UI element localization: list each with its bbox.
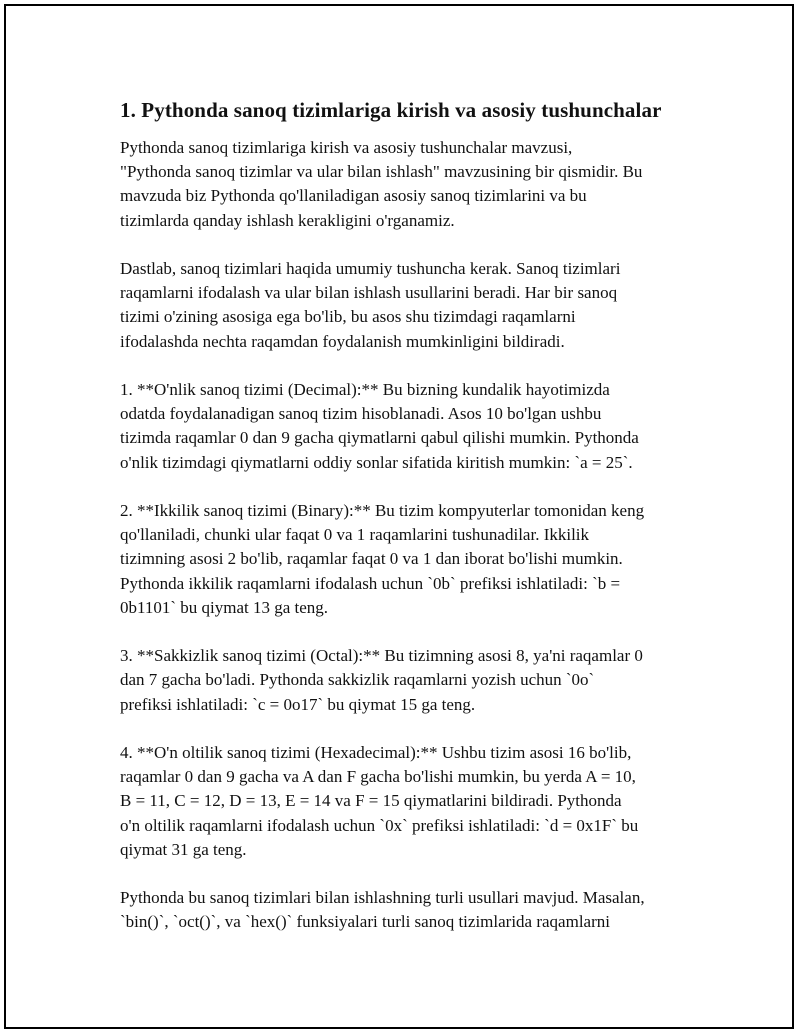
text-line: 3. **Sakkizlik sanoq tizimi (Octal):** Bu tizimning asosi 8, ya'ni raqamlar 0	[120, 646, 643, 666]
text-line: o'nlik tizimdagi qiymatlarni oddiy sonlar sifatida kiritish mumkin: `a = 25`.	[120, 452, 633, 472]
text-line: qo'llaniladi, chunki ular faqat 0 va 1 raqamlarini tushunadilar. Ikkilik	[120, 525, 590, 545]
text-line: Pythonda bu sanoq tizimlari bilan ishlashning turli usullari mavjud. Masalan,	[120, 888, 645, 908]
text-line: tizimda raqamlar 0 dan 9 gacha qiymatlarni qabul qilishi mumkin. Pythonda	[120, 428, 639, 448]
text-line: o'n oltilik raqamlarni ifodalash uchun `0x` prefiksi ishlatiladi: `d = 0x1F` bu	[120, 815, 639, 835]
text-line: tizimi o'zining asosiga ega bo'lib, bu asos shu tizimdagi raqamlarni	[120, 307, 576, 327]
text-line: qiymat 31 ga teng.	[120, 839, 247, 859]
text-line: Pythonda ikkilik raqamlarni ifodalash uchun `0b` prefiksi ishlatiladi: `b =	[120, 573, 621, 593]
text-line: tizimning asosi 2 bo'lib, raqamlar faqat 0 va 1 dan iborat bo'lishi mumkin.	[120, 549, 623, 569]
text-line: dan 7 gacha bo'ladi. Pythonda sakkizlik raqamlarni yozish uchun `0o`	[120, 670, 595, 690]
text-line: Dastlab, sanoq tizimlari haqida umumiy tushuncha kerak. Sanoq tizimlari	[120, 259, 621, 278]
text-line: raqamlar 0 dan 9 gacha va A dan F gacha bo'lishi mumkin, bu yerda A = 10,	[120, 767, 636, 787]
paragraph	[120, 644, 700, 717]
text-line: mavzuda biz Pythonda qo'llaniladigan asosiy sanoq tizimlarini va bu	[120, 186, 587, 206]
paragraph-list	[120, 136, 700, 935]
text-line: ifodalashda nechta raqamdan foydalanish mumkinligini bildiradi.	[120, 331, 565, 351]
paragraph	[120, 378, 700, 475]
text-line: odatda foydalanadigan sanoq tizim hisoblanadi. Asos 10 bo'lgan ushbu	[120, 404, 602, 424]
page-frame	[4, 4, 794, 1029]
text-line: 4. **O'n oltilik sanoq tizimi (Hexadecimal):** Ushbu tizim asosi 16 bo'lib,	[120, 743, 632, 762]
section-heading: 1. Pythonda sanoq tizimlariga kirish va asosiy tushunchalar	[120, 98, 662, 122]
paragraph	[120, 886, 700, 934]
text-line: 2. **Ikkilik sanoq tizimi (Binary):** Bu tizim kompyuterlar tomonidan keng	[120, 501, 645, 520]
text-line: B = 11, C = 12, D = 13, E = 14 va F = 15 qiymatlarini bildiradi. Pythonda	[120, 791, 622, 811]
paragraph	[120, 499, 700, 620]
text-line: `bin()`, `oct()`, va `hex()` funksiyalari turli sanoq tizimlarida raqamlarni	[120, 912, 610, 932]
paragraph	[120, 136, 700, 233]
text-line: 1. **O'nlik sanoq tizimi (Decimal):** Bu bizning kundalik hayotimizda	[120, 380, 610, 399]
text-line: tizimlarda qanday ishlash kerakligini o'rganamiz.	[120, 210, 455, 230]
text-line: raqamlarni ifodalash va ular bilan ishlash usullarini beradi. Har bir sanoq	[120, 283, 618, 303]
document-content	[120, 96, 700, 959]
text-line: Pythonda sanoq tizimlariga kirish va asosiy tushunchalar mavzusi,	[120, 138, 573, 157]
text-line: prefiksi ishlatiladi: `c = 0o17` bu qiymat 15 ga teng.	[120, 694, 476, 714]
text-line: "Pythonda sanoq tizimlar va ular bilan ishlash" mavzusining bir qismidir. Bu	[120, 162, 643, 182]
paragraph	[120, 257, 700, 354]
text-line: 0b1101` bu qiymat 13 ga teng.	[120, 597, 329, 617]
paragraph	[120, 741, 700, 862]
